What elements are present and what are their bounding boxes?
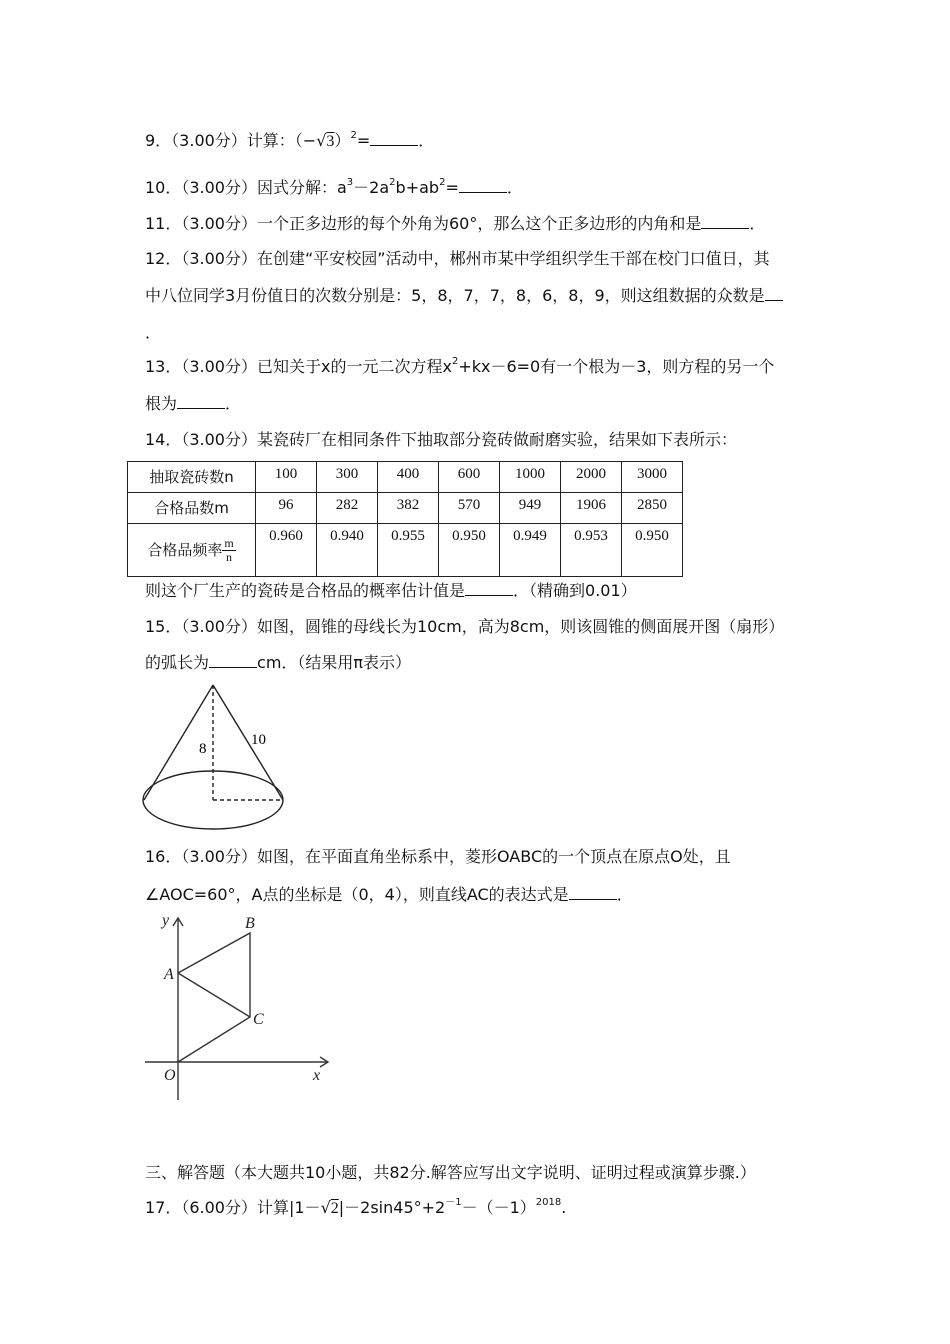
cone-height-label: 8: [199, 741, 207, 757]
table-cell: 2000: [561, 462, 622, 493]
row-header-label: 合格品频率: [147, 540, 223, 559]
text-segment: 中八位同学3月份值日的次数分别是：5，8，7，7，8，6，8，9，则这组数据的众数是: [145, 286, 765, 305]
table-cell: 0.955: [378, 524, 439, 577]
point-c-label: C: [253, 1011, 264, 1028]
table-cell: 2850: [622, 493, 683, 524]
text-segment: ．（精确到0.01）: [513, 581, 637, 600]
text-segment: 14．（3.00分）某瓷砖厂在相同条件下抽取部分瓷砖做耐磨实验，结果如下表所示：: [145, 430, 737, 449]
radical-sign-icon: √: [316, 131, 327, 150]
text-segment: b+ab: [395, 178, 440, 197]
row-header-label: 抽取瓷砖数n: [149, 468, 234, 486]
superscript: 2: [389, 177, 396, 188]
text-segment: ．: [145, 323, 162, 342]
text-segment: 的弧长为: [145, 653, 210, 672]
cone-slant-edge: [213, 685, 283, 800]
text-segment: 三、解答题（本大题共10小题，共82分.解答应写出文字说明、证明过程或演算步骤.）: [145, 1163, 756, 1182]
table-cell: 0.950: [439, 524, 500, 577]
denominator: n: [226, 549, 232, 564]
text-segment: ．: [418, 131, 435, 150]
rhombus-oabc: [178, 933, 250, 1062]
text-segment: －（－1）: [461, 1198, 536, 1217]
point-a-label: A: [164, 966, 174, 983]
superscript: 2: [350, 130, 357, 141]
text-segment: 则这个厂生产的瓷砖是合格品的概率估计值是: [145, 581, 466, 600]
table-cell: 1000: [500, 462, 561, 493]
table-cell: 949: [500, 493, 561, 524]
point-o-label: O: [164, 1067, 176, 1084]
superscript: 3: [346, 177, 354, 188]
table-cell: 300: [317, 462, 378, 493]
superscript: －1: [445, 1197, 462, 1208]
x-axis-label: x: [313, 1067, 321, 1084]
superscript: 2: [451, 356, 459, 367]
table-cell: 570: [439, 493, 500, 524]
text-segment: ．: [616, 885, 633, 904]
text-segment: =: [356, 131, 371, 150]
text-segment: 13．（3.00分）已知关于x的一元二次方程x: [145, 357, 452, 376]
text-segment: ．: [506, 178, 523, 197]
text-segment: 16．（3.00分）如图，在平面直角坐标系中，菱形OABC的一个顶点在原点O处，且: [145, 847, 731, 866]
text-segment: ∠AOC=60°，A点的坐标是（0，4），则直线AC的表达式是: [145, 885, 569, 904]
text-segment: |－2sin45°+2: [338, 1198, 446, 1217]
text-segment: ．: [225, 394, 242, 413]
table-cell: 1906: [561, 493, 622, 524]
text-segment: 17．（6.00分）计算|1－: [145, 1198, 321, 1217]
table-cell: 3000: [622, 462, 683, 493]
text-segment: －2a: [353, 178, 390, 197]
cone-slant-label: 10: [251, 732, 266, 748]
superscript: 2: [439, 177, 446, 188]
superscript: 2018: [535, 1197, 562, 1208]
table-cell: 0.950: [622, 524, 683, 577]
text-segment: 12．（3.00分）在创建“平安校园”活动中，郴州市某中学组织学生干部在校门口值日，其: [145, 249, 770, 268]
text-segment: 10．（3.00分）因式分解：a: [145, 178, 347, 197]
text-segment: 11．（3.00分）一个正多边形的每个外角为60°，那么这个正多边形的内角和是: [145, 214, 702, 233]
table-cell: 382: [378, 493, 439, 524]
table-cell: 0.960: [256, 524, 317, 577]
text-segment: 根为: [145, 394, 178, 413]
table-cell: 96: [256, 493, 317, 524]
table-cell: 282: [317, 493, 378, 524]
table-cell: 100: [256, 462, 317, 493]
text-segment: =: [445, 178, 459, 197]
text-segment: cm．（结果用π表示）: [257, 653, 412, 672]
table-cell: 400: [378, 462, 439, 493]
row-header-label: 合格品数m: [154, 499, 229, 517]
table-cell: 600: [439, 462, 500, 493]
cone-figure: [143, 685, 283, 829]
y-axis-label: y: [162, 912, 170, 929]
table-cell: 0.953: [561, 524, 622, 577]
numerator: m: [224, 535, 234, 550]
text-segment: +kx－6=0有一个根为－3，则方程的另一个: [458, 357, 775, 376]
radicand: 2: [330, 1200, 339, 1217]
radicand: 3: [326, 133, 335, 150]
text-segment: 9．（3.00分）计算：（−: [145, 131, 317, 150]
point-b-label: B: [245, 915, 255, 932]
table-cell: 0.949: [500, 524, 561, 577]
radical-sign-icon: √: [320, 1198, 331, 1217]
diagonal-ac: [178, 973, 250, 1017]
text-segment: .: [561, 1198, 567, 1217]
text-segment: ）: [334, 131, 351, 150]
text-segment: ．: [749, 214, 766, 233]
text-segment: 15．（3.00分）如图，圆锥的母线长为10cm，高为8cm，则该圆锥的侧面展开图（扇形）: [145, 617, 785, 636]
table-cell: 0.940: [317, 524, 378, 577]
